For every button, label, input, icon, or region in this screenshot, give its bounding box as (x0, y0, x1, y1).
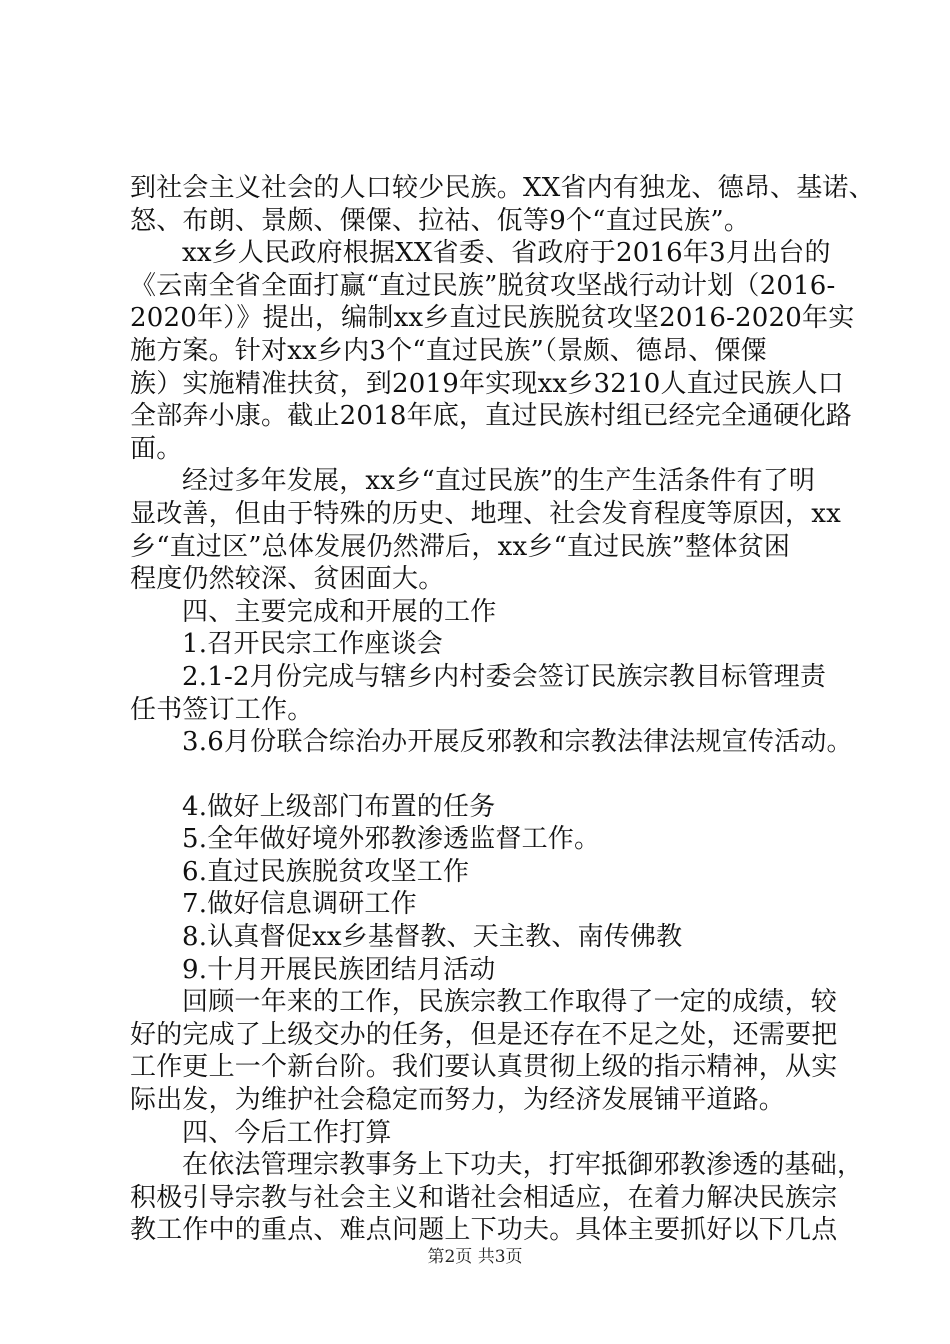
text-line: 全部奔小康。截止2018年底，直过民族村组已经完全通硬化路 (130, 401, 852, 432)
paragraph-start: 经过多年发展，xx乡“直过民族”的生产生活条件有了明 (182, 466, 816, 497)
list-item: 3.6月份联合综治办开展反邪教和宗教法律法规宣传活动。 (182, 727, 853, 758)
page-number-footer: 第2页 共3页 (427, 1247, 523, 1267)
text-line: 积极引导宗教与社会主义和谐社会相适应，在着力解决民族宗 (130, 1182, 838, 1213)
list-item: 8.认真督促xx乡基督教、天主教、南传佛教 (182, 922, 683, 953)
list-item: 5.全年做好境外邪教渗透监督工作。 (182, 824, 601, 855)
list-item: 6.直过民族脱贫攻坚工作 (182, 856, 470, 887)
text-line: 施方案。针对xx乡内3个“直过民族”（景颇、德昂、傈僳 (130, 335, 767, 366)
text-line: 乡“直过区”总体发展仍然滞后，xx乡“直过民族”整体贫困 (130, 531, 791, 562)
document-body (130, 172, 875, 1247)
list-item: 1.召开民宗工作座谈会 (182, 629, 444, 660)
text-line: 际出发，为维护社会稳定而努力，为经济发展铺平道路。 (130, 1085, 786, 1116)
paragraph-start: 回顾一年来的工作，民族宗教工作取得了一定的成绩，较 (182, 987, 838, 1018)
text-line: 教工作中的重点、难点问题上下功夫。具体主要抓好以下几点 (130, 1215, 838, 1246)
list-item: 2.1-2月份完成与辖乡内村委会签订民族宗教目标管理责 (182, 661, 827, 692)
text-line: 2020年）》提出，编制xx乡直过民族脱贫攻坚2016-2020年实 (130, 303, 855, 334)
text-line: 工作更上一个新台阶。我们要认真贯彻上级的指示精神，从实 (130, 1052, 838, 1083)
text-line: 显改善，但由于特殊的历史、地理、社会发育程度等原因，xx (130, 498, 841, 529)
text-line: 程度仍然较深、贫困面大。 (130, 564, 445, 595)
text-line: 好的完成了上级交办的任务，但是还存在不足之处，还需要把 (130, 1019, 838, 1050)
paragraph-start: 在依法管理宗教事务上下功夫，打牢抵御邪教渗透的基础， (182, 1150, 864, 1181)
text-line: 到社会主义社会的人口较少民族。XX省内有独龙、德昂、基诺、 (130, 173, 875, 203)
section-heading: 四、主要完成和开展的工作 (182, 596, 497, 627)
paragraph-start: xx乡人民政府根据XX省委、省政府于2016年3月出台的 (182, 238, 831, 269)
text-line: 《云南全省全面打赢“直过民族”脱贫攻坚战行动计划（2016- (130, 270, 836, 301)
text-line: 面。 (130, 433, 183, 464)
text-line: 族）实施精准扶贫，到2019年实现xx乡3210人直过民族人口 (130, 368, 844, 399)
list-item: 9.十月开展民族团结月活动 (182, 954, 496, 985)
list-item: 7.做好信息调研工作 (182, 889, 417, 920)
text-line: 任书签订工作。 (130, 694, 314, 725)
list-item: 4.做好上级部门布置的任务 (182, 791, 496, 822)
blank-line (130, 759, 850, 791)
text-line: 怒、布朗、景颇、傈僳、拉祜、佤等9个“直过民族”。 (130, 205, 751, 236)
section-heading: 四、今后工作打算 (182, 1117, 392, 1148)
